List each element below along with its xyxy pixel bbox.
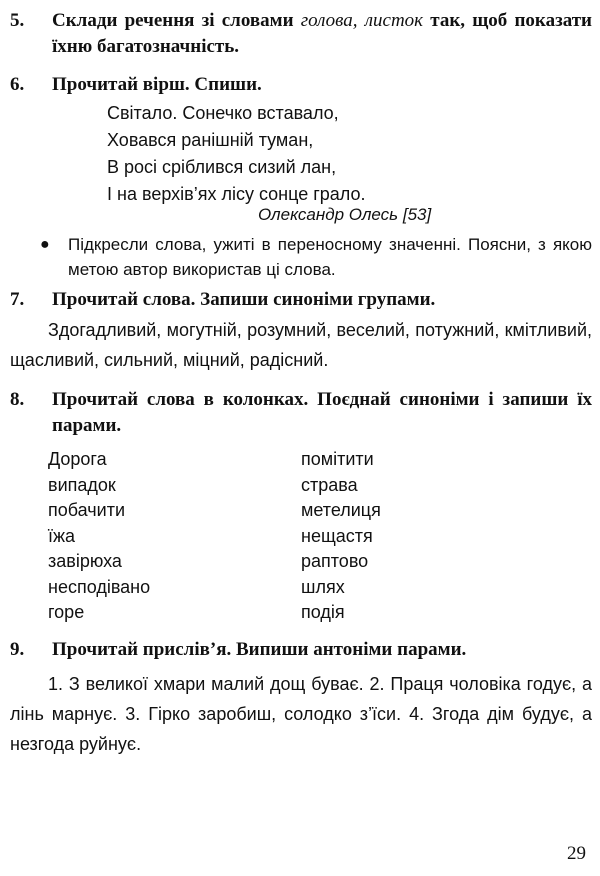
task-7 (10, 287, 592, 313)
task-6 (10, 72, 592, 98)
list-item: нещастя (301, 525, 373, 546)
list-item: несподівано (48, 576, 151, 597)
task-instruction: Прочитай слова в колонках. Поєднай синоніми і запиши їх парами. (52, 389, 592, 436)
right-column (301, 447, 381, 626)
task-number: 8. (10, 389, 25, 410)
poem-line: І на верхів’ях лісу сонце грало. (107, 184, 366, 204)
bullet-icon: ● (40, 236, 50, 253)
poem-line: В росі сріблився сизий лан, (107, 157, 337, 177)
left-column (48, 447, 150, 626)
bullet-text: Підкресли слова, ужиті в переносному значенні. Поясни, з якою метою автор використав ці слова. (68, 235, 592, 279)
task-number: 9. (10, 639, 25, 660)
task-6-bullet (40, 232, 592, 282)
list-item: їжа (48, 525, 76, 546)
list-item: побачити (48, 500, 126, 520)
task-9-proverbs: 1. З великої хмари малий дощ буває. 2. Праця чоловіка годує, а лінь марнує. 3. Гірко заробиш, солодко з’їси. 4. Згода дім будує, а незгода руйнує. (10, 674, 592, 754)
task-7-words: Здогадливий, могутній, розумний, веселий, потужний, кмітливий, щасливий, сильний, міцний, радісний. (10, 320, 592, 370)
task-instruction: Прочитай слова. Запиши синоніми групами. (52, 289, 436, 310)
task-number: 5. (10, 10, 25, 31)
list-item: подія (301, 602, 345, 622)
list-item: раптово (301, 551, 369, 571)
list-item: горе (48, 602, 85, 622)
page-number: 29 (567, 843, 586, 864)
task-instruction: Прочитай прислів’я. Випиши антоніми парами. (52, 639, 467, 660)
poem-line: Світало. Сонечко вставало, (107, 103, 339, 123)
task-words: голова, листок (300, 10, 424, 31)
task-9 (10, 637, 592, 663)
list-item: страва (301, 474, 358, 495)
task-number: 7. (10, 289, 25, 310)
list-item: завірюха (48, 551, 122, 571)
task-instruction: Прочитай вірш. Спиши. (52, 74, 262, 95)
task-5 (10, 8, 592, 60)
poem-author: Олександр Олесь [53] (258, 205, 432, 224)
task-8 (10, 387, 592, 439)
poem (107, 100, 366, 208)
poem-line: Ховався ранішній туман, (107, 130, 314, 150)
list-item: метелиця (301, 500, 381, 520)
list-item: випадок (48, 474, 116, 495)
list-item: помітити (301, 449, 374, 469)
task-number: 6. (10, 74, 25, 95)
task-instruction: Склади речення зі словами голова, листок так, щоб показати їхню багатозначність. (52, 10, 593, 57)
list-item: шлях (301, 576, 345, 597)
list-item: Дорога (48, 449, 107, 469)
